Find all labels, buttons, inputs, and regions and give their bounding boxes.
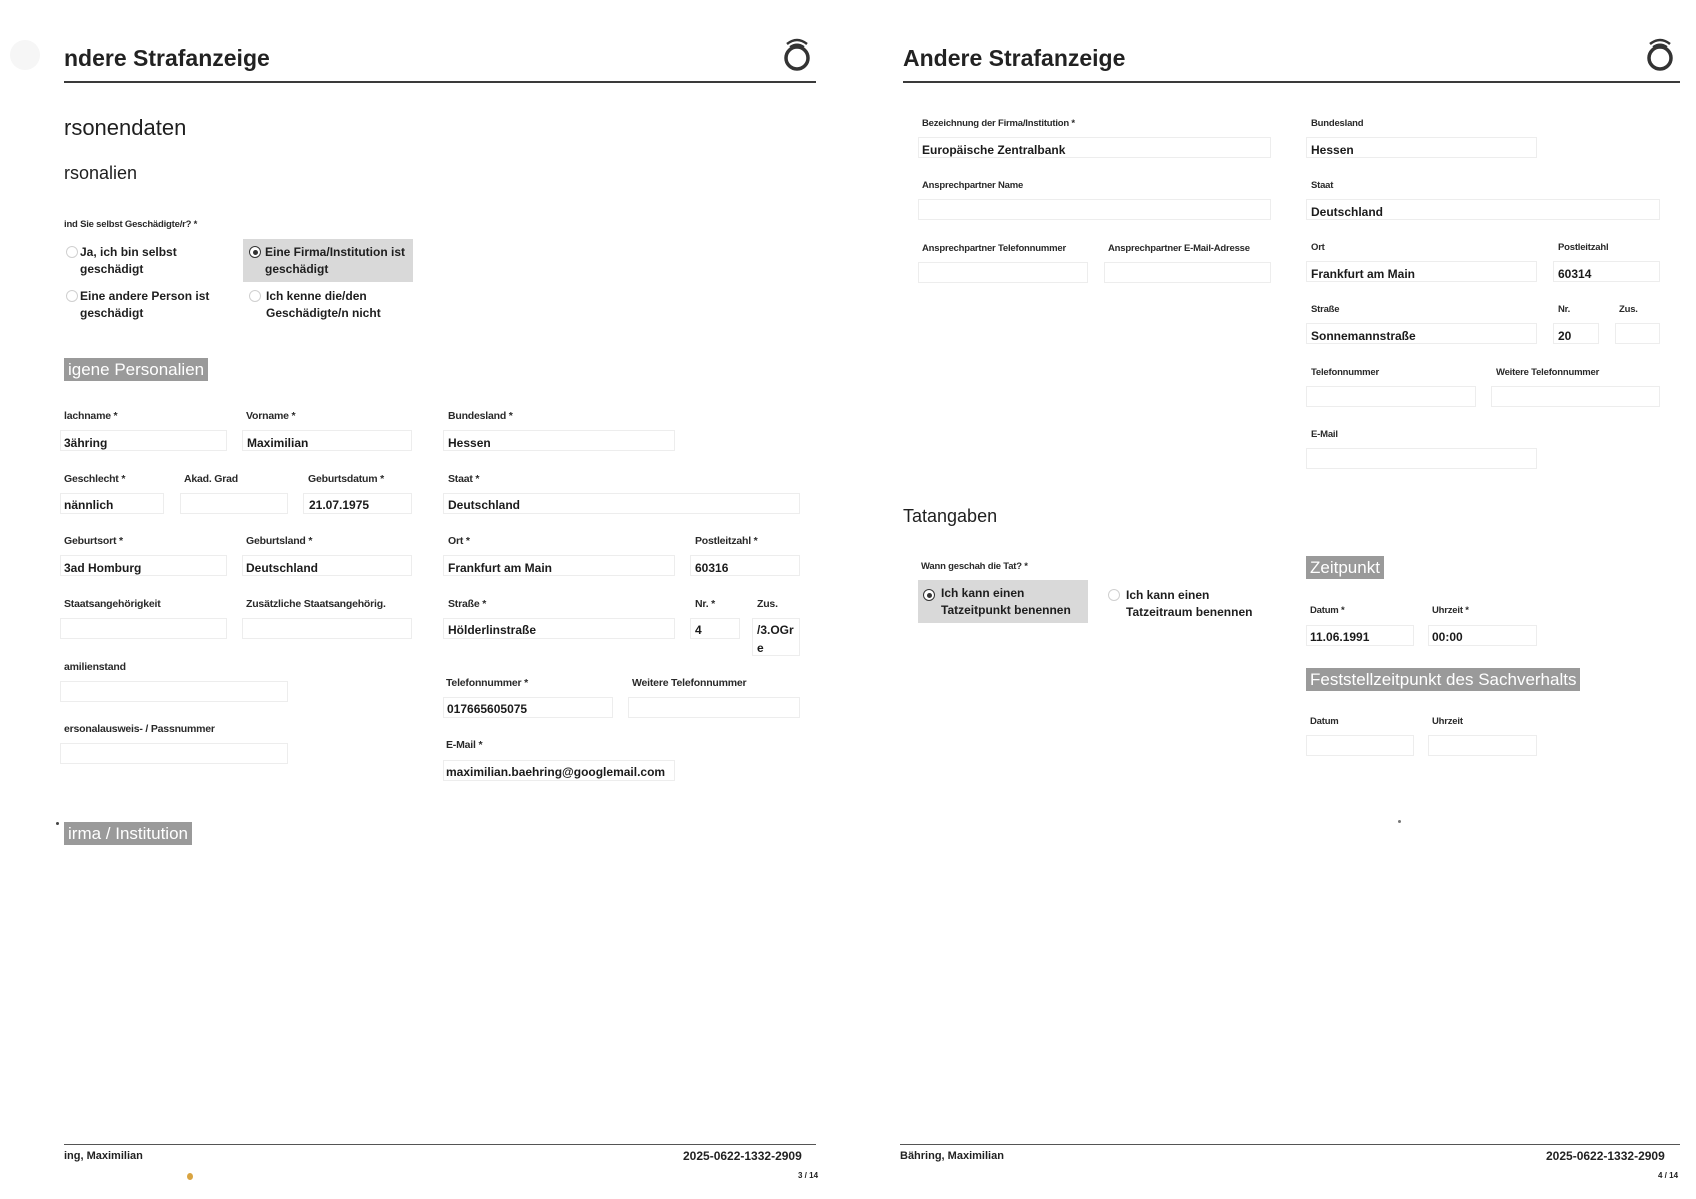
tatangaben-heading: Tatangaben (903, 506, 998, 526)
section-zeitpunkt: Zeitpunkt (1306, 556, 1384, 579)
contact-name-field[interactable] (918, 199, 1271, 220)
section-own-personalien: igene Personalien (64, 358, 208, 381)
ausweis-field[interactable] (60, 743, 288, 764)
zus-label: Zus. (757, 598, 778, 610)
zeitpunkt-datum-label: Datum * (1310, 605, 1345, 616)
vorname-value: Maximilian (247, 436, 309, 450)
firm-ort-label: Ort (1311, 242, 1325, 253)
strasse-label: Straße * (448, 598, 487, 610)
email-value: maximilian.baehring@googlemail.com (446, 765, 666, 779)
footer-rule (900, 1144, 1680, 1145)
footer-page-number: 3 / 14 (798, 1171, 819, 1180)
radio-unknown[interactable] (249, 290, 261, 302)
footer-case-number: 2025-0622-1332-2909 (683, 1149, 802, 1163)
bundesland-label: Bundesland * (448, 410, 513, 422)
section-heading: rsonendaten (64, 115, 187, 140)
footer-name: Bähring, Maximilian (900, 1150, 1004, 1162)
ort-value: Frankfurt am Main (448, 561, 553, 575)
familienstand-field[interactable] (60, 681, 288, 702)
geburtsort-label: Geburtsort * (64, 535, 123, 547)
section-feststellzeitpunkt: Feststellzeitpunkt des Sachverhalts (1306, 668, 1580, 691)
question-label: ind Sie selbst Geschädigte/r? * (64, 219, 198, 230)
header-rule (903, 81, 1680, 83)
radio-tatzeitraum[interactable] (1108, 589, 1120, 601)
radio-other-person[interactable] (66, 290, 78, 302)
police-logo-icon (1642, 32, 1678, 72)
weitere-tel-field[interactable] (628, 697, 800, 718)
firm-plz-label: Postleitzahl (1558, 242, 1609, 253)
staatsangehoerigkeit-field[interactable] (60, 618, 227, 639)
firm-bundesland-value: Hessen (1311, 143, 1354, 157)
footer-name: ing, Maximilian (64, 1150, 143, 1162)
police-logo-icon (779, 32, 815, 72)
contact-phone-field[interactable] (918, 262, 1088, 283)
feststell-uhrzeit-label: Uhrzeit (1432, 716, 1463, 727)
firm-staat-value: Deutschland (1311, 205, 1384, 219)
feststell-datum-field[interactable] (1306, 735, 1414, 756)
firm-ort-value: Frankfurt am Main (1311, 267, 1416, 281)
zus-value-wrap: e (757, 641, 764, 655)
zus-value: /3.OGr (757, 623, 794, 637)
geburtsdatum-label: Geburtsdatum * (308, 473, 384, 485)
zeitpunkt-uhrzeit-value: 00:00 (1432, 630, 1463, 644)
radio-firm[interactable] (249, 246, 261, 258)
firm-zus-field[interactable] (1615, 323, 1660, 344)
option-tatzeitraum[interactable]: Ich kann einen Tatzeitraum benennen (1126, 588, 1253, 619)
contact-email-label: Ansprechpartner E-Mail-Adresse (1108, 243, 1250, 254)
contact-phone-label: Ansprechpartner Telefonnummer (922, 243, 1066, 254)
radio-tatzeitpunkt[interactable] (923, 589, 935, 601)
firm-weitere-tel-field[interactable] (1491, 386, 1660, 407)
option-firm[interactable]: Eine Firma/Institution ist geschädigt (243, 239, 413, 282)
firm-email-label: E-Mail (1311, 429, 1338, 440)
plz-value: 60316 (695, 561, 729, 575)
option-other-person[interactable]: Eine andere Person ist geschädigt (80, 289, 210, 320)
strasse-value: Hölderlinstraße (448, 623, 537, 637)
tat-question-label: Wann geschah die Tat? * (921, 561, 1028, 572)
bundesland-value: Hessen (448, 436, 491, 450)
weitere-tel-label: Weitere Telefonnummer (632, 677, 747, 689)
plz-label: Postleitzahl * (695, 535, 758, 547)
geschlecht-value: nännlich (64, 498, 114, 512)
radio-self[interactable] (66, 246, 78, 258)
scan-speck (187, 1173, 193, 1180)
firm-telefon-label: Telefonnummer (1311, 367, 1379, 378)
nr-label: Nr. * (695, 598, 716, 610)
feststell-datum-label: Datum (1310, 716, 1339, 727)
scan-shadow (10, 40, 40, 70)
akad-grad-field[interactable] (180, 493, 288, 514)
firm-name-label: Bezeichnung der Firma/Institution * (922, 118, 1075, 129)
zus-staatsang-field[interactable] (242, 618, 412, 639)
geburtsort-value: 3ad Homburg (64, 561, 142, 575)
nachname-value: 3ähring (64, 436, 108, 450)
firm-weitere-tel-label: Weitere Telefonnummer (1496, 367, 1600, 378)
footer-rule (64, 1144, 816, 1145)
page-4 (848, 0, 1696, 1199)
firm-name-value: Europäische Zentralbank (922, 143, 1066, 157)
geschlecht-label: Geschlecht * (64, 473, 126, 485)
firm-bundesland-label: Bundesland (1311, 118, 1364, 129)
firm-staat-label: Staat (1311, 180, 1334, 191)
zus-staatsang-label: Zusätzliche Staatsangehörig. (246, 598, 386, 610)
scan-speck (1398, 820, 1401, 823)
scan-speck (56, 822, 59, 825)
ausweis-label: ersonalausweis- / Passnummer (64, 723, 215, 735)
section-firma-institution: irma / Institution (64, 822, 192, 845)
feststell-uhrzeit-field[interactable] (1428, 735, 1537, 756)
footer-page-number: 4 / 14 (1658, 1171, 1679, 1180)
zeitpunkt-uhrzeit-label: Uhrzeit * (1432, 605, 1469, 616)
footer-case-number: 2025-0622-1332-2909 (1546, 1149, 1665, 1163)
header-rule (64, 81, 816, 83)
option-unknown[interactable]: Ich kenne die/den Geschädigte/n nicht (266, 289, 381, 320)
firm-zus-label: Zus. (1619, 304, 1638, 315)
option-self[interactable]: Ja, ich bin selbst geschädigt (80, 245, 177, 276)
subsection-heading: rsonalien (64, 163, 138, 183)
akad-grad-label: Akad. Grad (184, 473, 239, 485)
staatsangehoerigkeit-label: Staatsangehörigkeit (64, 598, 161, 610)
zeitpunkt-datum-value: 11.06.1991 (1310, 630, 1370, 644)
firm-plz-value: 60314 (1558, 267, 1592, 281)
firm-nr-label: Nr. (1558, 304, 1571, 315)
nachname-label: lachname * (64, 410, 118, 422)
firm-telefon-field[interactable] (1306, 386, 1476, 407)
firm-strasse-value: Sonnemannstraße (1311, 329, 1416, 343)
firm-email-field[interactable] (1306, 448, 1537, 469)
staat-value: Deutschland (448, 498, 521, 512)
staat-label: Staat * (448, 473, 480, 485)
email-label: E-Mail * (446, 739, 483, 751)
geburtsland-label: Geburtsland * (246, 535, 313, 547)
telefon-label: Telefonnummer * (446, 677, 528, 689)
ort-label: Ort * (448, 535, 470, 547)
vorname-label: Vorname * (246, 410, 296, 422)
nr-value: 4 (695, 623, 702, 637)
contact-email-field[interactable] (1104, 262, 1271, 283)
page-title: ndere Strafanzeige (64, 45, 270, 71)
page-title: Andere Strafanzeige (903, 45, 1126, 71)
geburtsdatum-value: 21.07.1975 (309, 498, 370, 512)
geburtsland-value: Deutschland (246, 561, 319, 575)
telefon-value: 017665605075 (447, 702, 528, 716)
firm-nr-value: 20 (1558, 329, 1572, 343)
firm-strasse-label: Straße (1311, 304, 1340, 315)
contact-name-label: Ansprechpartner Name (922, 180, 1024, 191)
option-tatzeitpunkt[interactable]: Ich kann einen Tatzeitpunkt benennen (918, 580, 1088, 623)
familienstand-label: amilienstand (64, 661, 126, 673)
